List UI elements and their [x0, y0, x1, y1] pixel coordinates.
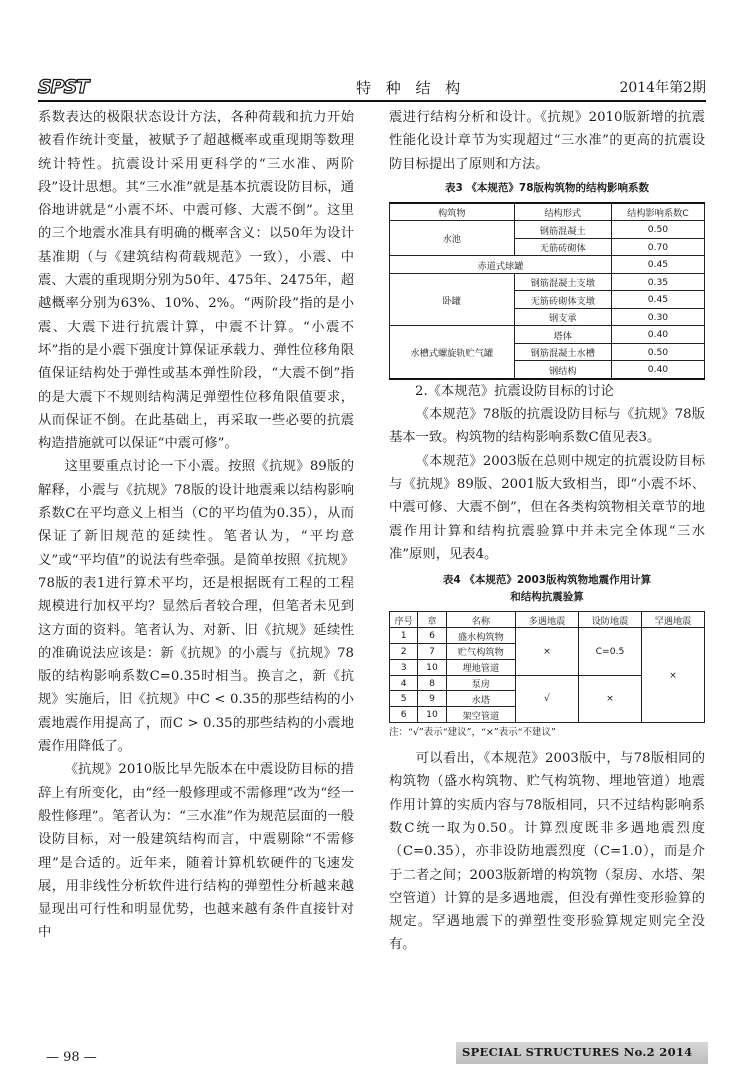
table3-group-name: 水槽式螺旋轨贮气罐 — [390, 326, 515, 379]
table3-group-name: 赤道式球罐 — [390, 256, 612, 274]
table4-cell: 盛水构筑物 — [446, 628, 515, 644]
table3-cell: 0.70 — [611, 238, 704, 256]
table4-header-cell: 设防地震 — [578, 612, 641, 628]
table3-cell: 塔体 — [514, 326, 611, 344]
table4-caption-line2: 和结构抗震验算 — [510, 591, 584, 604]
table4-cell: 埋地管道 — [446, 659, 515, 675]
table3-group-name: 卧罐 — [390, 273, 515, 326]
table3-header-cell: 结构形式 — [514, 203, 611, 221]
left-paragraph-3: 《抗规》2010版比早先版本在中震设防目标的措辞上有所变化，由“经一般修理或不需修理”改为“经一般性修理”。笔者认为：“三水准”作为规范层面的一般设防目标，对一般建筑结构而言，中震剔除“不需修理”是合适的。近年来，随着计算机软硬件的飞速发展，用非线性分析软件进行结构的弹塑性分析越来越显现出可行性和明显优势，也越来越有条件直接针对中 — [38, 762, 354, 941]
left-paragraph-1: 系数表达的极限状态设计方法，各种荷载和抗力开始被看作统计变量，被赋予了超越概率或重现期等数理统计特性。抗震设计采用更科学的“三水准、两阶段”设计思想。其“三水准”就是基本抗震设防目标，通俗地讲就是“小震不坏、中震可修、大震不倒”。这里的三个地震水准具有明确的概率含义：以50年为设计基准期（与《建筑结构荷载规范》一致），小震、中震、大震的重现期分别为50年、475年、2475年，超越概率分别为63%、10%、2%。“两阶段”指的是小震、大震下进行抗震计算，中震不计算。“小震不坏”指的是小震下强度计算保证承载力、弹性位移角限值保证结构处于弹性或基本弹性阶段，“大震不倒”指的是大震下不规则结构满足弹塑性位移角限值要求，从而保证不倒。在此基础上，再采取一些必要的抗震构造措施就可以保证“中震可修”。 — [38, 110, 354, 452]
right-paragraph-mid-2: 《本规范》2003版在总则中规定的抗震设防目标与《抗规》89版、2001版大致相当，即“小震不坏、中震可修、大震不倒”，但在各类构筑物相关章节的地震作用计算和结构抗震验算中并未完全体现“三水准”原则，见表4。 — [389, 453, 705, 562]
section-heading: 2.《本规范》抗震设防目标的讨论 — [415, 383, 614, 399]
table3-cell: 钢结构 — [514, 361, 611, 379]
right-paragraph-top: 震进行结构分析和设计。《抗规》2010版新增的抗震性能化设计章节为实现超过“三水准”的更高的抗震设防目标提出了原则和方法。 — [389, 110, 705, 172]
table3-cell: 0.45 — [611, 256, 704, 274]
table4-caption — [389, 572, 705, 606]
table4-merged-cell: C=0.5 — [578, 628, 641, 675]
table3-cell: 0.45 — [611, 291, 704, 309]
table4-cell: 贮气构筑物 — [446, 644, 515, 660]
table3-header-cell: 结构影响系数C — [611, 203, 704, 221]
right-paragraph-mid-1: 《本规范》78版的抗震设防目标与《抗规》78版基本一致。构筑物的结构影响系数C值见表3。 — [389, 407, 705, 446]
issue-label: 2014年第2期 — [619, 80, 706, 96]
table3-cell: 0.40 — [611, 326, 704, 344]
table-row — [390, 628, 705, 644]
table4-cell: 7 — [418, 644, 446, 660]
table4-header-cell: 章 — [418, 612, 446, 628]
table4-merged-cell: √ — [515, 675, 578, 722]
table3-group-name: 水池 — [390, 221, 515, 256]
table3-cell: 0.50 — [611, 221, 704, 239]
table4-cell: 9 — [418, 691, 446, 707]
table3-cell: 0.40 — [611, 361, 704, 379]
table4-cell: 5 — [390, 691, 418, 707]
table4-cell: 2 — [390, 644, 418, 660]
left-column — [38, 106, 354, 945]
table4-merged-cell: × — [515, 628, 578, 675]
table4-cell: 8 — [418, 675, 446, 691]
table4-cell: 4 — [390, 675, 418, 691]
table4-merged-cell: × — [578, 675, 641, 722]
page-header — [38, 76, 706, 98]
table3-header-cell: 构筑物 — [390, 203, 515, 221]
table4-cell: 6 — [390, 707, 418, 723]
table3-header-row — [390, 203, 705, 221]
table3-cell: 无筋砖砌体 — [514, 238, 611, 256]
table4-merged-cell: × — [641, 628, 704, 723]
page-number: — 98 — — [46, 1050, 97, 1065]
table4-caption-line1: 表4 《本规范》2003版构筑物地震作用计算 — [442, 574, 652, 587]
table4-header-cell: 罕遇地震 — [641, 612, 704, 628]
table3-cell: 钢筋混凝土 — [514, 221, 611, 239]
table3 — [389, 202, 705, 380]
journal-title: 特 种 结 构 — [356, 79, 466, 97]
table3-cell: 无筋砖砌体支墩 — [514, 291, 611, 309]
table3-cell: 0.30 — [611, 308, 704, 326]
table3-caption: 表3 《本规范》78版构筑物的结构影响系数 — [444, 181, 650, 194]
table4-cell: 6 — [418, 628, 446, 644]
table3-cell: 0.35 — [611, 273, 704, 291]
table4-header-row — [390, 612, 705, 628]
table4-header-cell: 多遇地震 — [515, 612, 578, 628]
table4-header-cell: 序号 — [390, 612, 418, 628]
footer-journal: SPECIAL STRUCTURES No.2 2014 — [462, 1045, 693, 1059]
table4-header-cell: 名称 — [446, 612, 515, 628]
table-row — [390, 221, 705, 239]
table-row — [390, 256, 705, 274]
journal-logo: SPST — [38, 76, 89, 98]
table4-cell: 1 — [390, 628, 418, 644]
table4-cell: 泵房 — [446, 675, 515, 691]
table4-cell: 10 — [418, 659, 446, 675]
table4-cell: 3 — [390, 659, 418, 675]
table-row — [390, 273, 705, 291]
table4-note: 注：“√”表示“建议”，“×”表示“不建议” — [389, 727, 556, 739]
table3-cell: 0.50 — [611, 343, 704, 361]
table4-cell: 水塔 — [446, 691, 515, 707]
table3-cell: 钢筋混凝土支墩 — [514, 273, 611, 291]
header-rule — [38, 100, 706, 102]
table4-cell: 架空管道 — [446, 707, 515, 723]
table3-cell: 钢支承 — [514, 308, 611, 326]
table-row — [390, 326, 705, 344]
left-paragraph-2: 这里要重点讨论一下小震。按照《抗规》89版的解释，小震与《抗规》78版的设计地震乘以结构影响系数C在平均意义上相当（C的平均值为0.35），从而保证了新旧规范的延续性。笔者认为，“平均意义”或“平均值”的说法有些牵强。是简单按照《抗规》78版的表1进行算术平均，还是根据既有工程的工程规模进行加权平均？显然后者较合理，但笔者未见到这方面的资料。笔者认为、对新、旧《抗规》延续性的准确说法应该是：新《抗规》的小震与《抗规》78版的结构影响系数C=0.35时相当。换言之，新《抗规》实施后，旧《抗规》中C < 0.35的那些结构的小震地震作用提高了，而C > 0.35的那些结构的小震地震作用降低了。 — [38, 459, 354, 755]
table4-cell: 10 — [418, 707, 446, 723]
right-paragraph-bottom: 可以看出，《本规范》2003版中，与78版相同的构筑物（盛水构筑物、贮气构筑物、埋地管道）地震作用计算的实质内容与78版相同，只不过结构影响系数C统一取为0.50。计算烈度既非多遇地震烈度（C=0.35），亦非设防地震烈度（C=1.0），而是介于二者之间；2003版新增的构筑物（泵房、水塔、架空管道）计算的是多遇地震，但没有弹性变形验算的规定。罕遇地震下的弹塑性变形验算规定则完全没有。 — [389, 751, 705, 953]
right-column — [389, 106, 705, 957]
table4 — [389, 611, 705, 723]
table3-cell: 钢筋混凝土水槽 — [514, 343, 611, 361]
